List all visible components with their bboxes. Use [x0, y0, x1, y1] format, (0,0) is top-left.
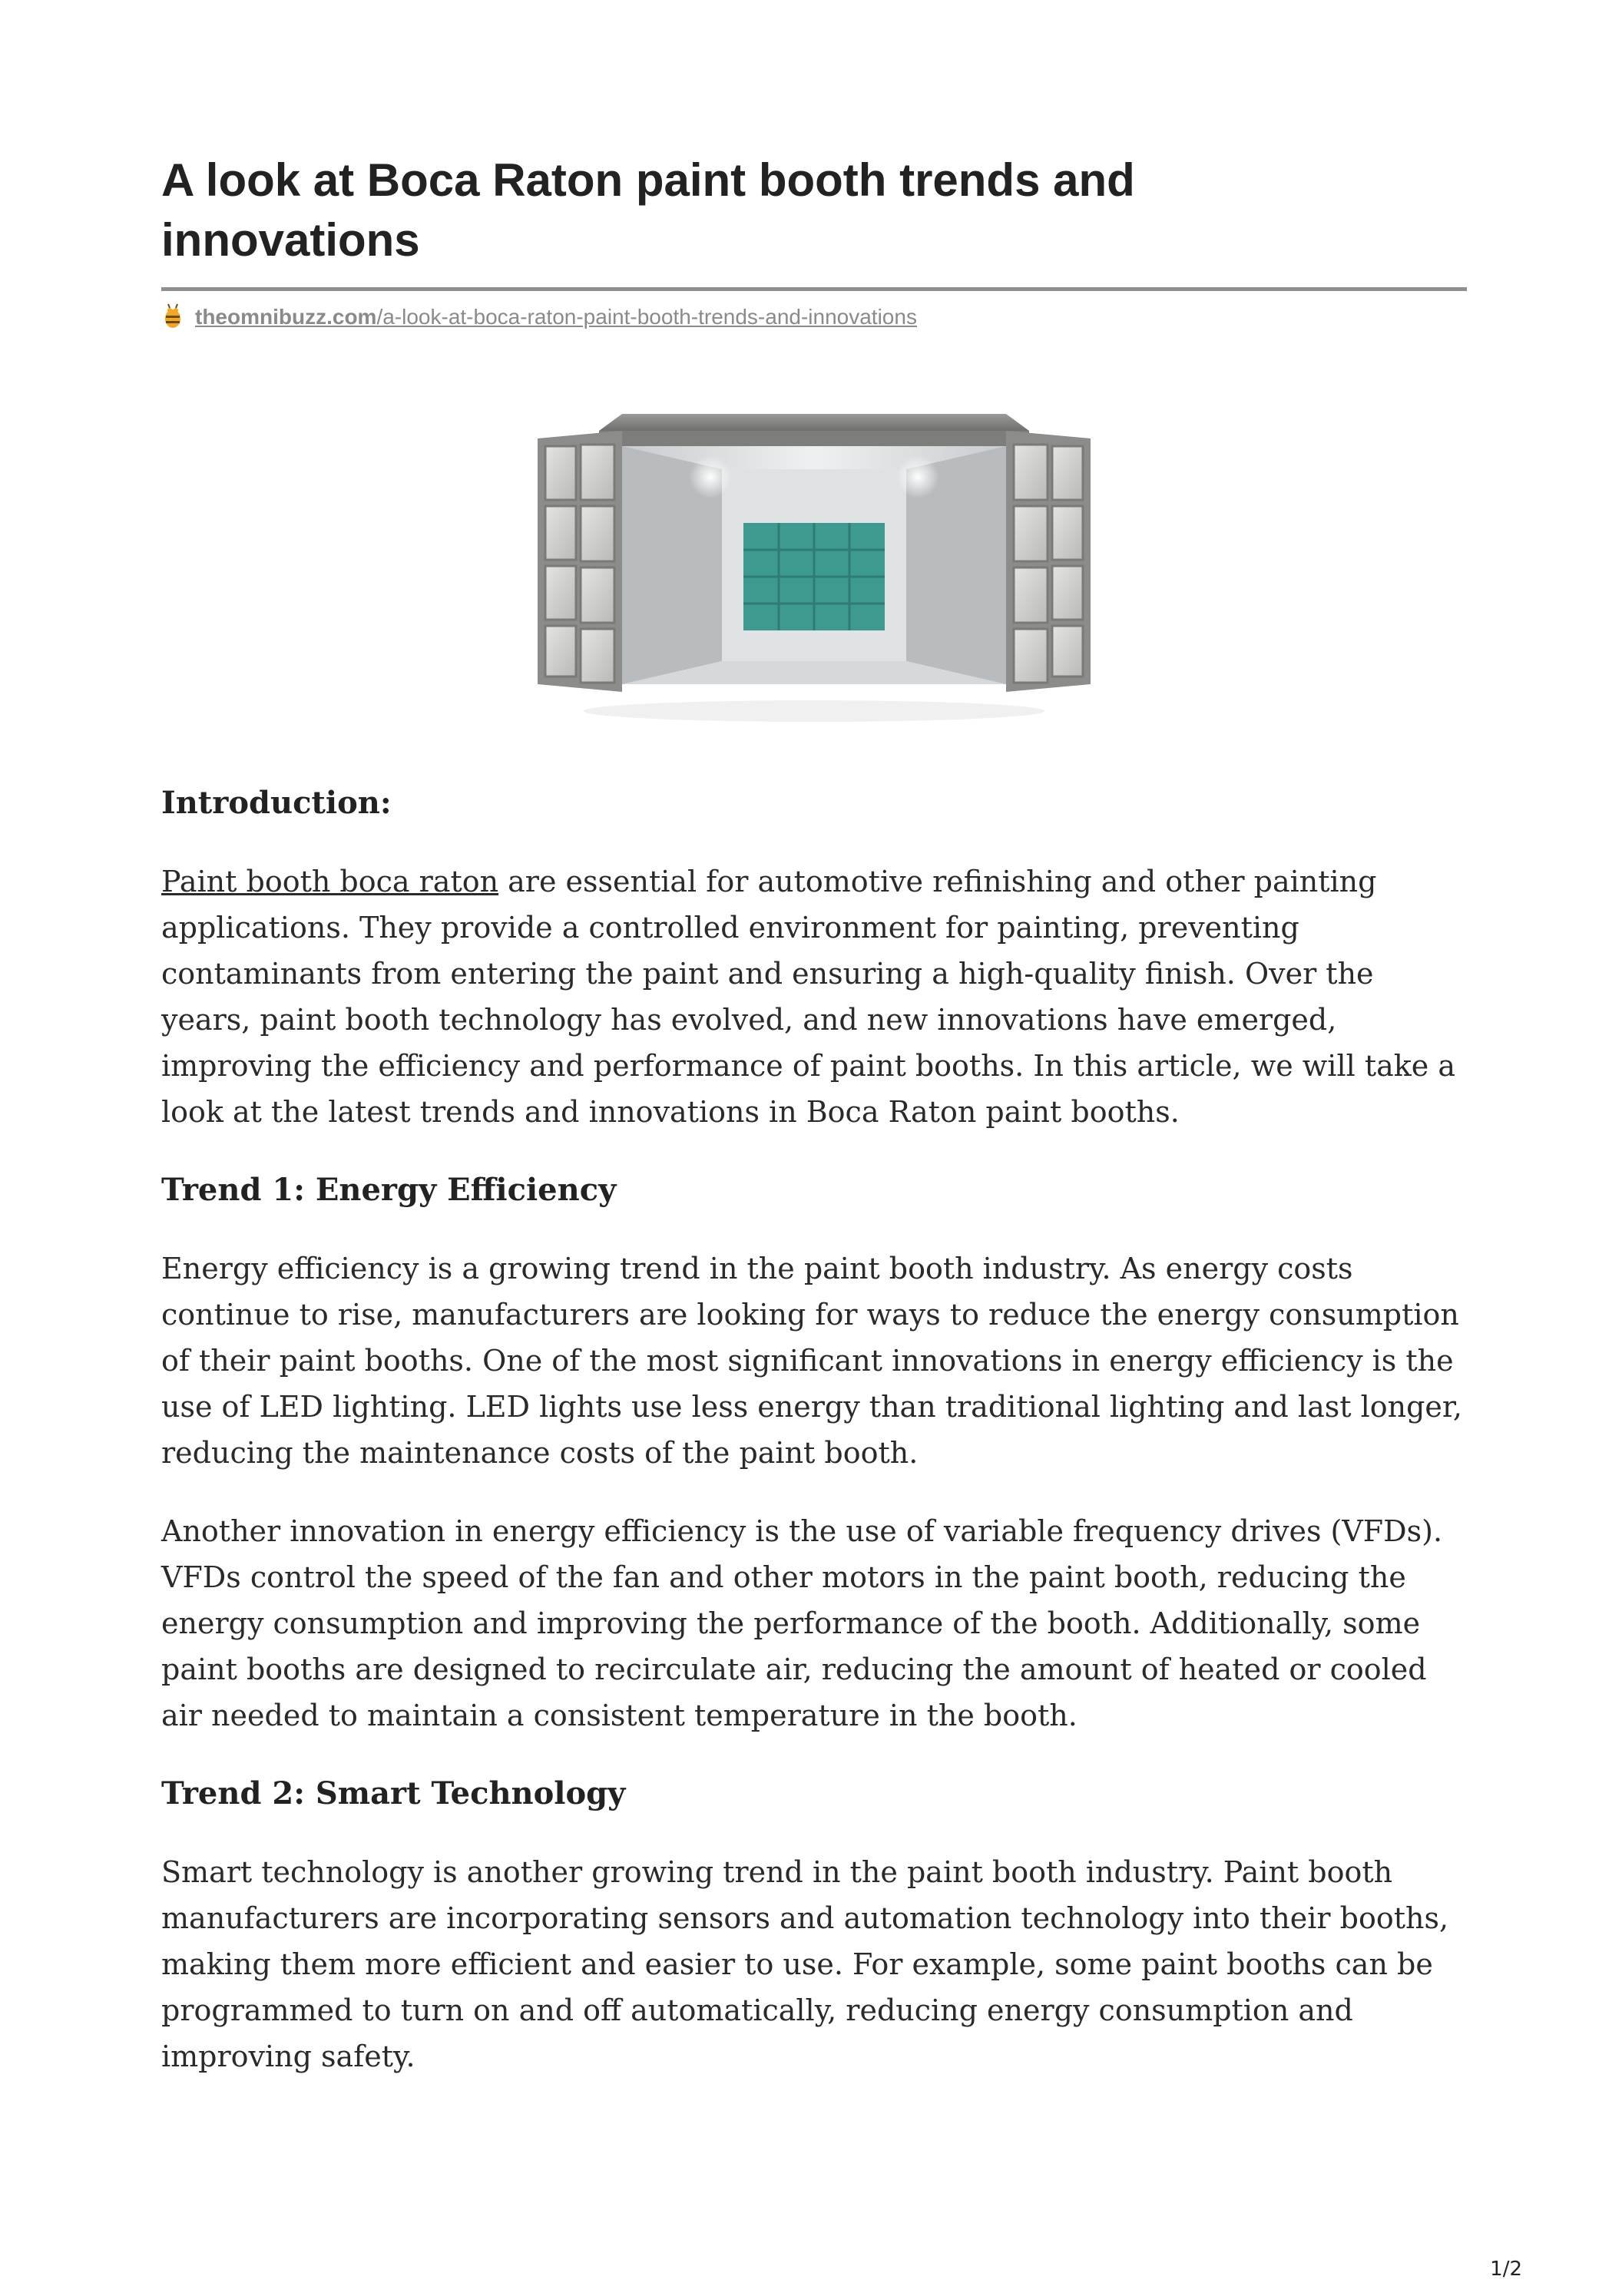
- intro-paragraph: [161, 859, 1467, 1135]
- trend1-paragraph-2: Another innovation in energy efficiency is the use of variable frequency drives (VFDs). VFDs control the speed of the fan and other motors in the paint booth, reducing the energy consumption and improving the performance of the booth. Additionally, some paint booths are designed to recirculate air, reducing the amount of heated or cooled air needed to maintain a consistent temperature in the booth.: [161, 1514, 1443, 1732]
- article-body: [161, 780, 1467, 2112]
- trend2-paragraph-1: Smart technology is another growing trend in the paint booth industry. Paint booth manufacturers are incorporating sensors and automation technology into their booths, making them more efficient and easier to use. For example, some paint booths can be programmed to turn on and off automatically, reducing energy consumption and improving safety.: [161, 1855, 1449, 2073]
- page-number: 1/2: [1490, 2258, 1522, 2281]
- source-path: /a-look-at-boca-raton-paint-booth-trends-and-innovations: [376, 305, 917, 329]
- source-domain: theomnibuzz.com: [195, 305, 377, 329]
- trend2-heading: Trend 2: Smart Technology: [161, 1775, 626, 1811]
- intro-text: are essential for automotive refinishing and other painting applications. They provide a controlled environment for painting, preventing contaminants from entering the paint and ensuring a high-quality finish. Over the years, paint booth technology has evolved, and new innovations have emerged, improving the efficiency and performance of paint booths. In this article, we will take a look at the latest trends and innovations in Boca Raton paint booths.: [161, 865, 1456, 1129]
- bee-logo-icon: [161, 303, 184, 331]
- paint-booth-link[interactable]: Paint booth boca raton: [161, 865, 499, 898]
- source-line: [161, 302, 1467, 332]
- title-divider: [161, 287, 1467, 291]
- source-link[interactable]: [195, 305, 917, 329]
- article-page: [161, 151, 1467, 2073]
- trend1-paragraph-1: Energy efficiency is a growing trend in the paint booth industry. As energy costs continue to rise, manufacturers are looking for ways to reduce the energy consumption of their paint booths. One of the most significant innovations in energy efficiency is the use of LED lighting. LED lights use less energy than traditional lighting and last longer, reducing the maintenance costs of the paint booth.: [161, 1252, 1462, 1470]
- trend1-heading: Trend 1: Energy Efficiency: [161, 1172, 617, 1208]
- page-title: A look at Boca Raton paint booth trends and innovations: [161, 154, 1135, 266]
- intro-heading: Introduction:: [161, 785, 392, 821]
- paint-booth-photo: [538, 408, 1106, 738]
